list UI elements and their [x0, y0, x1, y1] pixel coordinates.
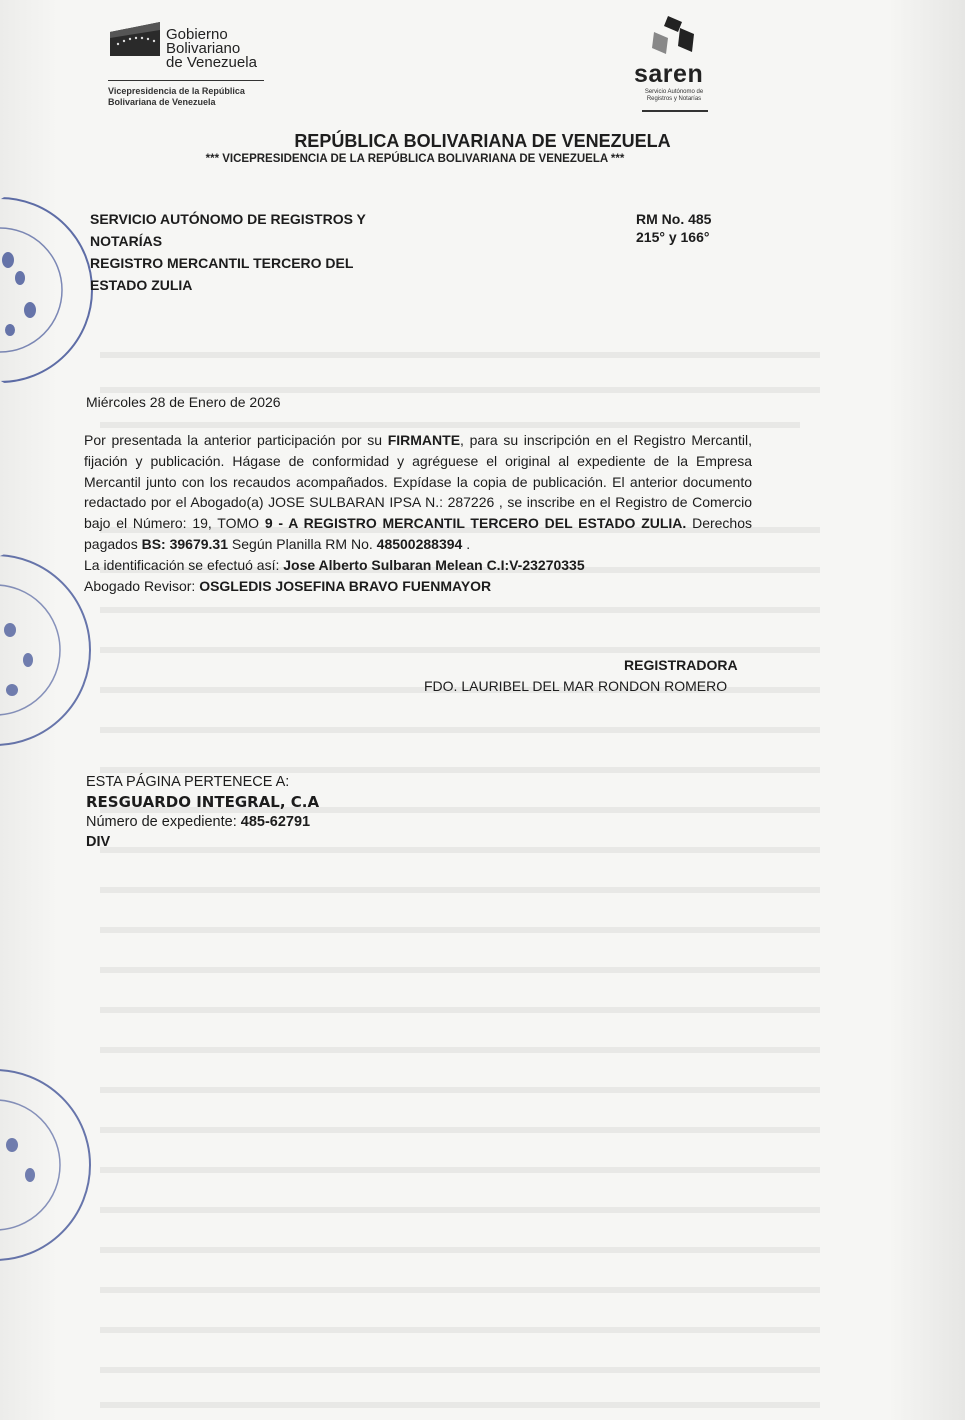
page-owner-block	[86, 772, 319, 852]
divider	[108, 80, 264, 81]
office-line3: REGISTRO MERCANTIL TERCERO DEL	[90, 255, 354, 271]
office-line4: ESTADO ZULIA	[90, 277, 193, 293]
firmante-text: FIRMANTE	[387, 432, 461, 448]
body-text: Derechos pagados	[84, 515, 752, 552]
gobierno-text	[166, 28, 257, 70]
body-text: , para su inscripción en el Registro Mercantil, fijación y publicación. Hágase de conformidad y agréguese el original al expediente de la Empresa Mercantil junto con los recaudos acompañados. Expídase la copia de publicación. El anterior documento redactado por el Abogado(a) JOSE SULBARAN IPSA N.: 287226 , se inscribe en el Registro de Comercio bajo el Número: 19, TOMO	[84, 432, 753, 532]
identification-label: La identificación se efectuó así:	[84, 556, 280, 573]
expediente-line	[86, 812, 319, 832]
saren-emblem-icon	[648, 14, 696, 58]
revisor-value: OSGLEDIS JOSEFINA BRAVO FUENMAYOR	[199, 577, 492, 594]
ci-value: C.I:V-23270335	[486, 556, 585, 573]
body-text: Según Planilla RM No.	[231, 535, 373, 552]
body-text: .	[466, 535, 471, 552]
saren-subtitle	[634, 89, 714, 103]
revisor-label: Abogado Revisor:	[84, 577, 196, 594]
tomo-text: 9 - A REGISTRO MERCANTIL TERCERO DEL ESTADO ZULIA.	[264, 515, 687, 532]
div-code: DIV	[86, 834, 111, 850]
identification-value: Jose Alberto Sulbaran Melean	[283, 556, 483, 573]
saren-sub-line2: Registros y Notarías	[646, 96, 702, 102]
gobierno-line3: de Venezuela	[166, 54, 257, 71]
signature-name: FDO. LAURIBEL DEL MAR RONDON ROMERO	[424, 678, 728, 694]
planilla-value: 48500288394	[376, 535, 463, 552]
expediente-label: Número de expediente:	[86, 814, 237, 830]
company-name: RESGUARDO INTEGRAL, C.A	[86, 793, 320, 811]
vicepresidencia-text	[108, 86, 245, 108]
registry-office	[90, 208, 410, 296]
document-subtitle: *** VICEPRESIDENCIA DE LA REPÚBLICA BOLIVARIANA DE VENEZUELA ***	[205, 153, 625, 165]
expediente-value: 485-62791	[240, 814, 311, 830]
flag-icon	[110, 22, 160, 56]
saren-logo	[630, 14, 716, 114]
signature-title: REGISTRADORA	[624, 657, 738, 673]
belongs-label: ESTA PÁGINA PERTENECE A:	[86, 774, 290, 790]
office-line1: SERVICIO AUTÓNOMO DE REGISTROS Y	[90, 211, 366, 227]
registration-text	[84, 430, 752, 596]
vicepresidencia-line2: Bolivariana de Venezuela	[108, 97, 216, 107]
saren-wordmark: saren	[634, 60, 704, 88]
saren-sub-line1: Servicio Autónomo de	[644, 89, 704, 95]
gobierno-line2: Bolivariano	[166, 40, 241, 57]
gobierno-bolivariano-logo	[108, 8, 278, 108]
derechos-value: BS: 39679.31	[141, 535, 229, 552]
body-text: Por presentada la anterior participación por su	[84, 432, 382, 448]
document-title: REPÚBLICA BOLIVARIANA DE VENEZUELA	[294, 131, 671, 151]
gobierno-line1: Gobierno	[166, 26, 228, 43]
years: 215° y 166°	[636, 229, 710, 245]
vicepresidencia-line1: Vicepresidencia de la República	[108, 86, 245, 96]
registry-number-block	[636, 210, 711, 246]
office-line2: NOTARÍAS	[90, 233, 163, 249]
document-date: Miércoles 28 de Enero de 2026	[86, 394, 281, 410]
rm-number: RM No. 485	[636, 211, 712, 227]
divider	[642, 110, 708, 112]
